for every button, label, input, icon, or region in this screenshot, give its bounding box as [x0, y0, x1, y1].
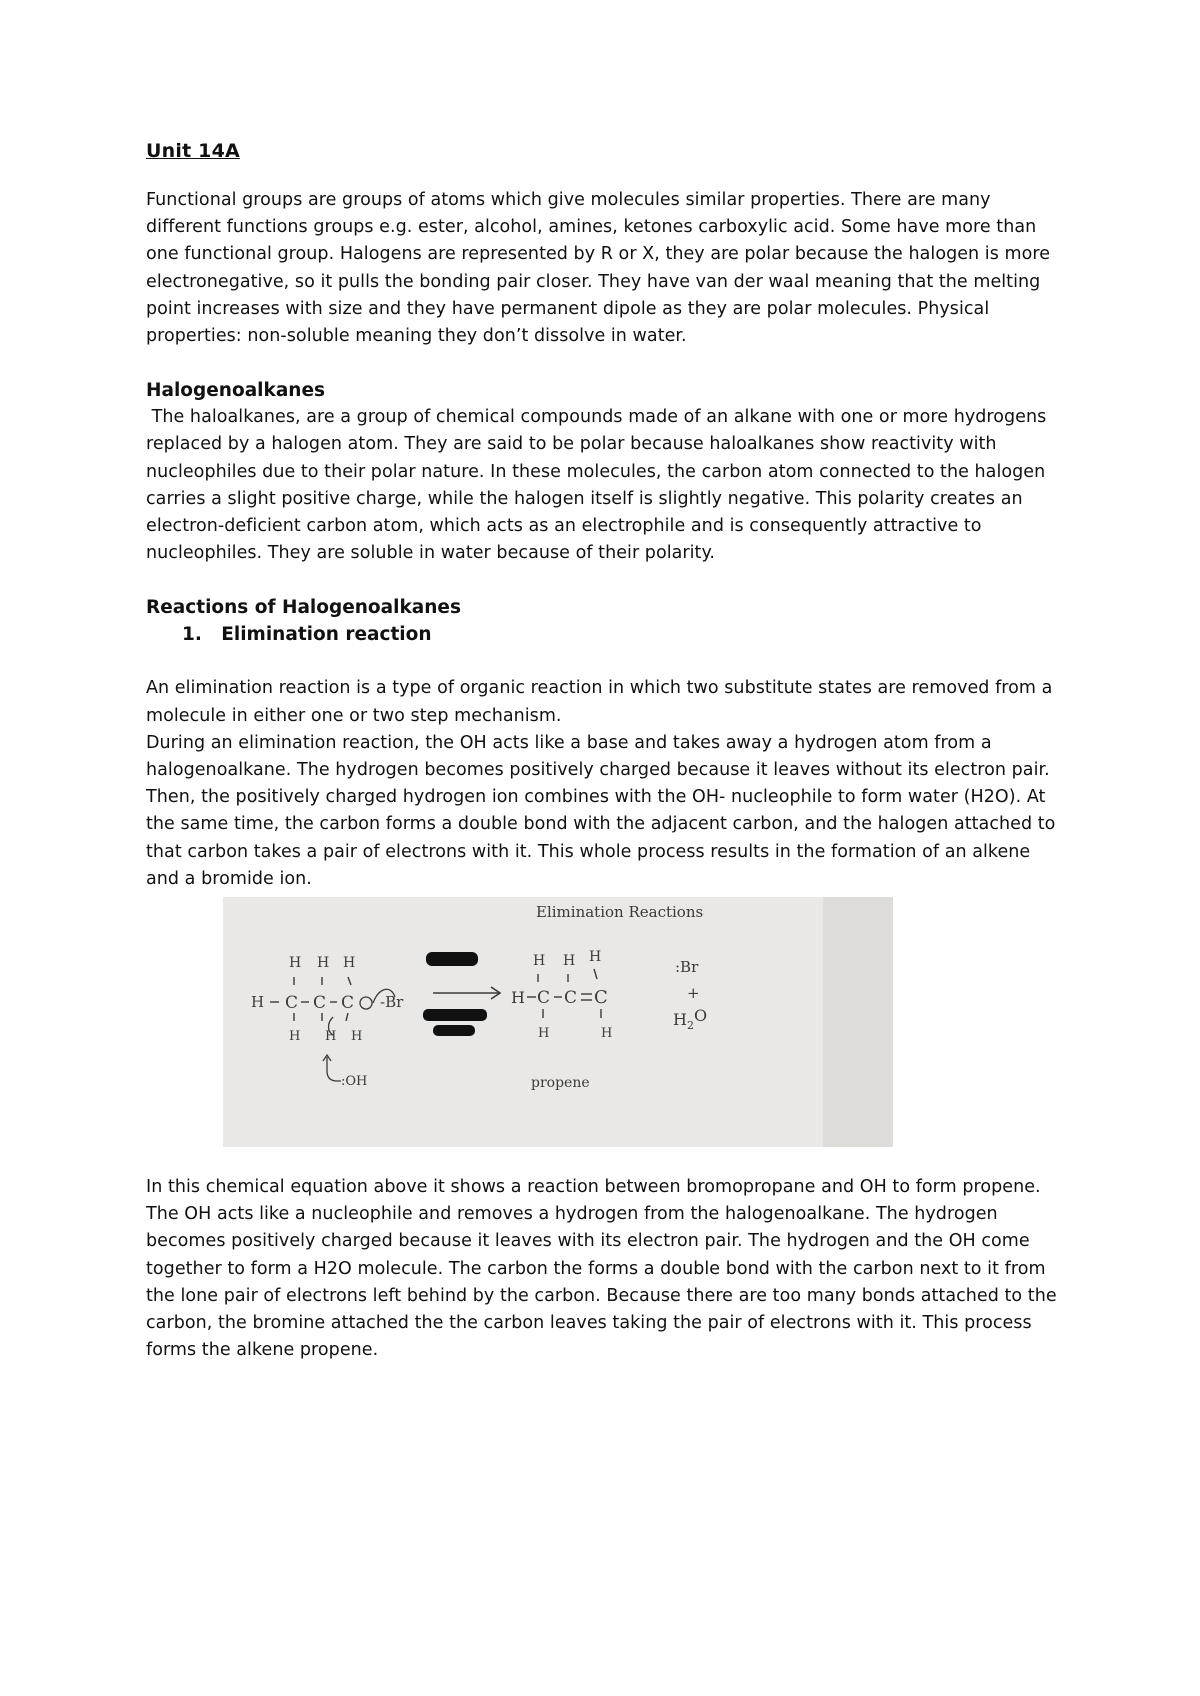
reactant-br: -Br [380, 993, 404, 1012]
product-h-bottom-2: H [601, 1026, 613, 1042]
reactant-h-bottom-3: H [351, 1029, 363, 1045]
halogenoalkanes-paragraph: The haloalkanes, are a group of chemical compounds made of an alkane with one or more hydrogens replaced by a halogen atom. They are said to be polar because haloalkanes show reactivity with nucleophiles due to their polar nature. In these molecules, the carbon atom connected to the halogen carries a slight positive charge, while the halogen itself is slightly negative. This polarity creates an electron-deficient carbon atom, which acts as an electrophile and is consequently attractive to nucleophiles. They are soluble in water because of their polarity. [146, 407, 1052, 564]
halogenoalkanes-heading: Halogenoalkanes [146, 380, 326, 402]
reaction-figure [223, 897, 893, 1147]
product-h-top-2: H [563, 953, 576, 970]
list-item [146, 621, 1066, 648]
elimination-mechanism: During an elimination reaction, the OH acts like a base and takes away a hydrogen atom from a halogenoalkane. The hydrogen becomes positively charged because it leaves without its electron pair. Then, the positively charged hydrogen ion combines with the OH- nucleophile to form water (H2O). At the same time, the carbon forms a double bond with the adjacent carbon, and the halogen attached to that carbon takes a pair of electrons with it. This whole process results in the formation of an alkene and a bromide ion. [146, 732, 1056, 889]
figure-title: Elimination Reactions [536, 903, 704, 922]
reactant-c-1: C [285, 993, 299, 1014]
reactant-h-bottom-1: H [289, 1029, 301, 1045]
hydroxide-label: :OH [341, 1074, 368, 1090]
list-item-number: 1. [182, 624, 202, 646]
explanation-paragraph: In this chemical equation above it shows a reaction between bromopropane and OH to form propene. The OH acts like a nucleophile and removes a hydrogen from the halogenoalkane. The hydrogen becomes positively charged because it leaves with its electron pair. The hydrogen and the OH come together to form a H2O molecule. The carbon the forms a double bond with the carbon next to it from the lone pair of electrons left behind by the carbon. Because there are too many bonds attached to the carbon, the bromine attached the the carbon leaves taking the pair of electrons with it. This process forms the alkene propene. [146, 1177, 1057, 1361]
reactions-list [146, 621, 1066, 648]
product-h-top-1: H [533, 953, 546, 970]
reactant-h-top-3: H [343, 955, 356, 972]
reactant-h-top-1: H [289, 955, 302, 972]
reactant-c-2: C [313, 993, 327, 1014]
reactant-h-top-2: H [317, 955, 330, 972]
reactant-c-3: C [341, 993, 355, 1014]
reaction-diagram [223, 897, 893, 1147]
bromide-ion: :Br [675, 958, 699, 977]
plus-sign: + [687, 984, 700, 1003]
reactions-heading: Reactions of Halogenoalkanes [146, 597, 461, 619]
product-label: propene [531, 1075, 590, 1092]
product-c-3: C [594, 987, 608, 1009]
product-h-left: H [511, 988, 525, 1008]
page-title: Unit 14A [146, 140, 240, 162]
product-h-top-3: H [589, 949, 602, 966]
list-item-label: Elimination reaction [221, 624, 432, 646]
intro-paragraph: Functional groups are groups of atoms which give molecules similar properties. There are many different functions groups e.g. ester, alcohol, amines, ketones carboxylic acid. Some have more than one functional group. Halogens are represented by R or X, they are polar because the halogen is more electronegative, so it pulls the bonding pair closer. They have van der waal meaning that the melting point increases with size and they have permanent dipole as they are polar molecules. Physical properties: non-soluble meaning they don’t dissolve in water. [146, 190, 1051, 347]
reactant-h-bottom-2: H [325, 1029, 337, 1045]
water-molecule: $H_2O$ [673, 1006, 708, 1033]
product-c-1: C [537, 988, 551, 1009]
product-c-2: C [564, 988, 578, 1009]
reactant-h-left: H [251, 993, 265, 1012]
elimination-definition: An elimination reaction is a type of organic reaction in which two substitute states are removed from a molecule in either one or two step mechanism. [146, 678, 1053, 726]
document-page [146, 140, 1066, 1364]
product-h-bottom-1: H [538, 1026, 550, 1042]
